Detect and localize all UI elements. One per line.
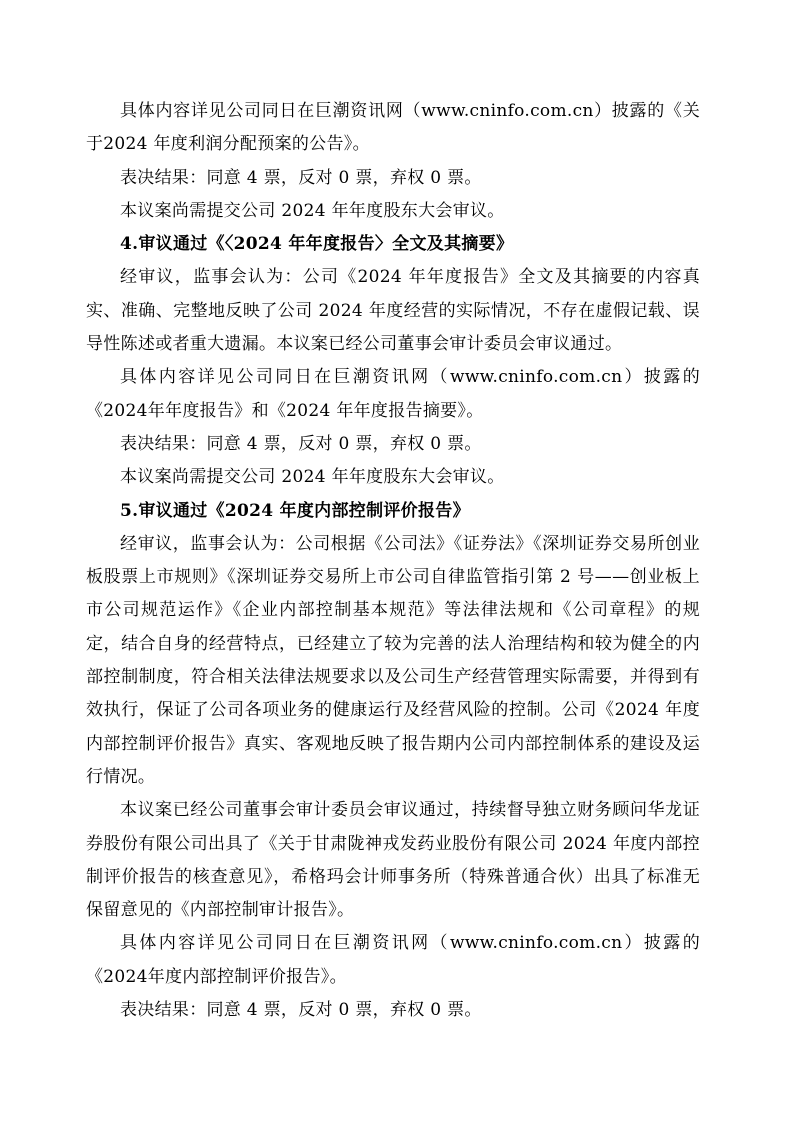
para-submit-agm-item4: 本议案尚需提交公司 2024 年年度股东大会审议。: [120, 467, 505, 488]
heading-item4-annual-report: 4.审议通过《〈2024 年年度报告〉全文及其摘要》: [120, 234, 514, 255]
para-vote-result-item4: 表决结果：同意 4 票，反对 0 票，弃权 0 票。: [120, 433, 482, 454]
para-item5-audit-committee-and-verification: 本议案已经公司董事会审计委员会审议通过，持续督导独立财务顾问华龙证券股份有限公司出具了《关于甘肃陇神戎发药业股份有限公司 2024 年度内部控制评价报告的核查意见》，希格玛会计师事务所（特殊普通合伙）出具了标准无保留意见的《内部控制审计报告》。: [86, 800, 700, 921]
document-body: [86, 95, 700, 1027]
para-vote-result-item5: 表决结果：同意 4 票，反对 0 票，弃权 0 票。: [120, 1000, 482, 1021]
para-vote-result-item3: 表决结果：同意 4 票，反对 0 票，弃权 0 票。: [120, 167, 482, 188]
heading-item5-internal-control-report: 5.审议通过《2024 年度内部控制评价报告》: [120, 500, 470, 521]
para-item4-supervisors-opinion: 经审议，监事会认为：公司《2024 年年度报告》全文及其摘要的内容真实、准确、完整地反映了公司 2024 年度经营的实际情况，不存在虚假记载、误导性陈述或者重大遗漏。本议案已经公司董事会审计委员会审议通过。: [86, 267, 700, 355]
para-item4-disclosure: 具体内容详见公司同日在巨潮资讯网（www.cninfo.com.cn）披露的《2024年年度报告》和《2024 年年度报告摘要》。: [86, 367, 700, 421]
para-submit-agm-item3: 本议案尚需提交公司 2024 年年度股东大会审议。: [120, 200, 505, 221]
para-item5-disclosure: 具体内容详见公司同日在巨潮资讯网（www.cninfo.com.cn）披露的《2024年度内部控制评价报告》。: [86, 933, 700, 987]
para-disclosure-profit-distribution: 具体内容详见公司同日在巨潮资讯网（www.cninfo.com.cn）披露的《关于2024 年度利润分配预案的公告》。: [86, 101, 700, 155]
para-item5-supervisors-opinion: 经审议，监事会认为：公司根据《公司法》《证券法》《深圳证券交易所创业板股票上市规则》《深圳证券交易所上市公司自律监管指引第 2 号——创业板上市公司规范运作》《企业内部控制基本规范》等法律法规和《公司章程》的规定，结合自身的经营特点，已经建立了较为完善的法人治理结构和较为健全的内部控制制度，符合相关法律法规要求以及公司生产经营管理实际需要，并得到有效执行，保证了公司各项业务的健康运行及经营风险的控制。公司《2024 年度内部控制评价报告》真实、客观地反映了报告期内公司内部控制体系的建设及运行情况。: [86, 533, 700, 787]
